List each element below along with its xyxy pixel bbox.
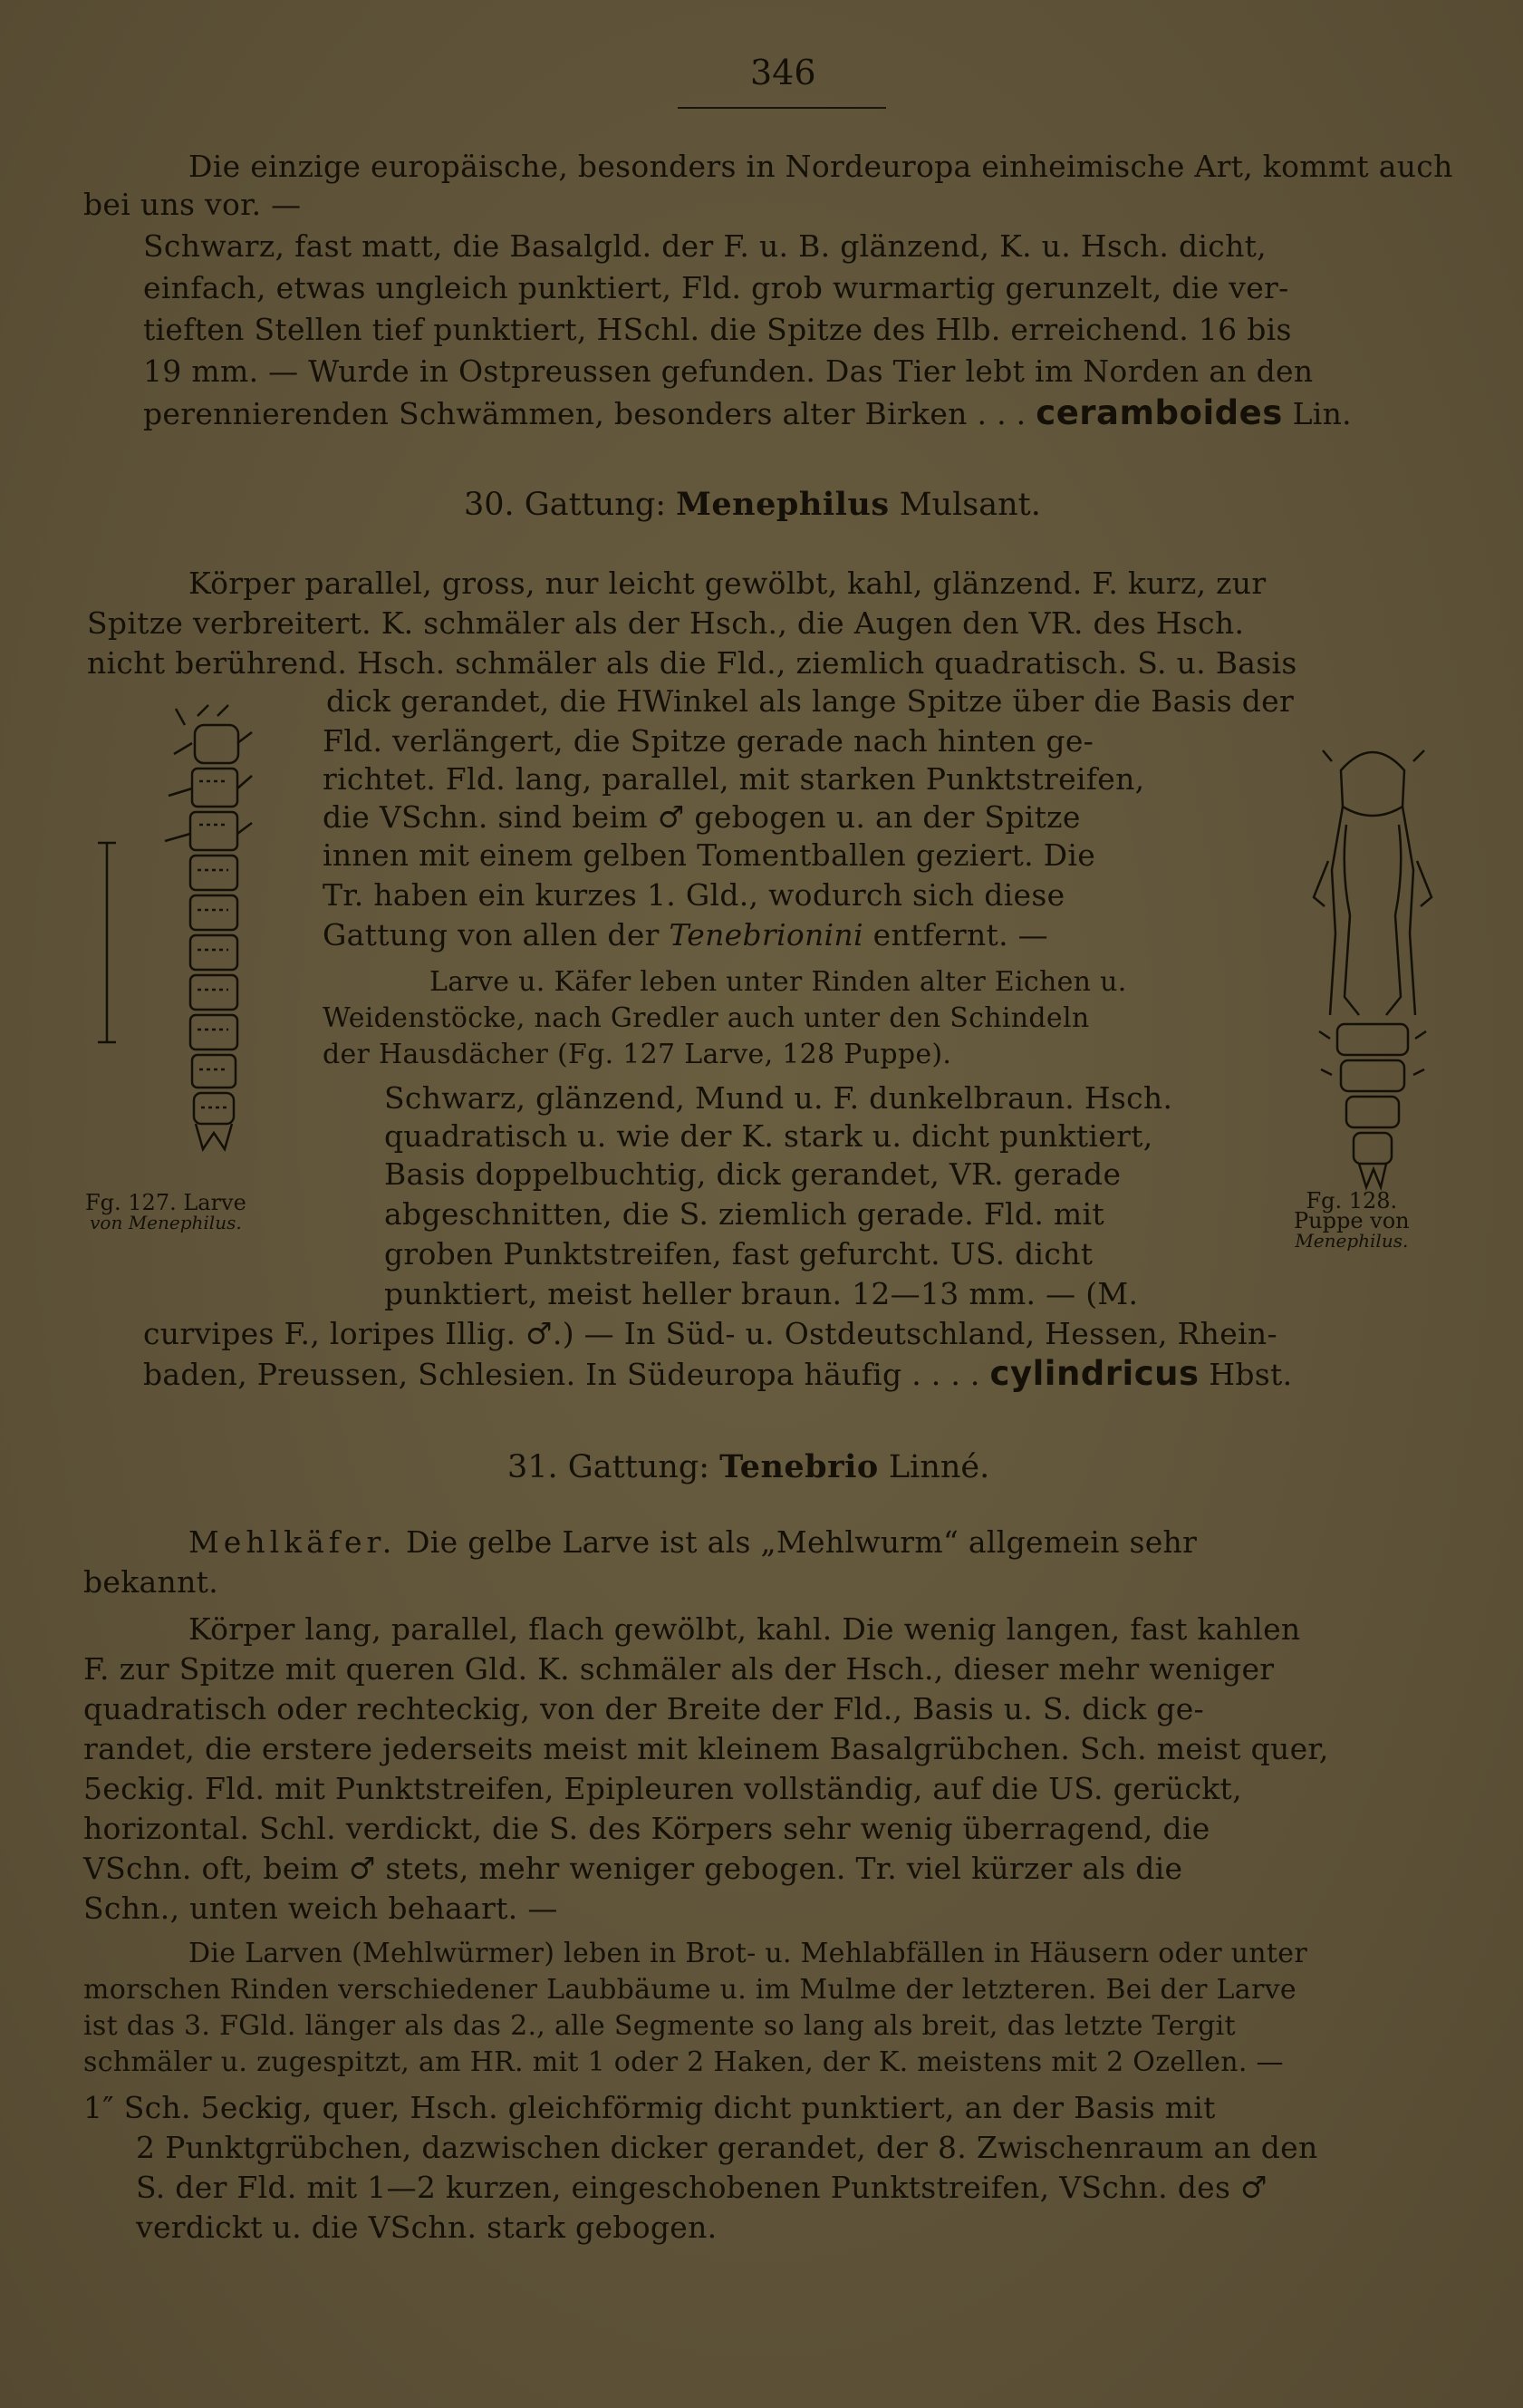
larvae31-line: schmäler u. zugespitzt, am HR. mit 1 oder 2 Haken, der K. meistens mit 2 Ozellen. — <box>83 2046 1284 2078</box>
genus31-number: 31. Gattung: <box>507 1449 710 1485</box>
genus30-number: 30. Gattung: <box>464 487 667 523</box>
species1-line: tieften Stellen tief punktiert, HSchl. die Spitze des Hlb. erreichend. 16 bis <box>143 312 1292 347</box>
pupa-figure <box>1296 743 1450 1196</box>
species2-last-line <box>143 1354 1292 1395</box>
intro-line: bei uns vor. — <box>83 187 302 222</box>
species1-line: 19 mm. — Wurde in Ostpreussen gefunden. Das Tier lebt im Norden an den <box>143 353 1314 389</box>
larvae31-line: Die Larven (Mehlwürmer) leben in Brot- u. Mehlabfällen in Häusern oder unter <box>188 1938 1307 1969</box>
species1-name: ceramboides <box>1036 393 1283 432</box>
genus30-line: Fld. verlängert, die Spitze gerade nach hinten ge- <box>323 723 1094 759</box>
genus31-author: Linné. <box>888 1449 990 1485</box>
genus31-line: Körper lang, parallel, flach gewölbt, kahl. Die wenig langen, fast kahlen <box>188 1611 1301 1647</box>
larvae31-line: ist das 3. FGld. länger als das 2., alle Segmente so lang als breit, das letzte Tergit <box>83 2010 1236 2042</box>
common-name: Mehlkäfer. <box>188 1524 397 1560</box>
fig127-caption <box>85 1190 246 1233</box>
fig128-caption <box>1294 1188 1410 1252</box>
species2-author: Hbst. <box>1209 1357 1293 1392</box>
species1-text: perennierenden Schwämmen, besonders alter Birken . . . <box>143 396 1027 431</box>
genus30-line: Körper parallel, gross, nur leicht gewölbt, kahl, glänzend. F. kurz, zur <box>188 566 1267 601</box>
genus31-line: VSchn. oft, beim ♂ stets, mehr weniger gebogen. Tr. viel kürzer als die <box>83 1851 1183 1886</box>
species2-line: Basis doppelbuchtig, dick gerandet, VR. gerade <box>384 1156 1122 1192</box>
genus30-line: nicht berührend. Hsch. schmäler als die Fld., ziemlich quadratisch. S. u. Basis <box>87 645 1297 681</box>
tene-italic: Tenebrionini <box>669 917 863 953</box>
genus31-name: Tenebrio <box>719 1448 879 1485</box>
genus30-line: die VSchn. sind beim ♂ gebogen u. an der Spitze <box>323 799 1081 835</box>
species2-line: groben Punktstreifen, fast gefurcht. US. dicht <box>384 1236 1094 1272</box>
genus31-heading <box>507 1448 989 1485</box>
fig128-label3: Menephilus. <box>1295 1230 1409 1252</box>
page-number-rule <box>678 107 886 109</box>
fig127-label: Fg. 127. Larve <box>85 1190 246 1215</box>
genus30-line: dick gerandet, die HWinkel als lange Spitze über die Basis der <box>326 683 1295 719</box>
genus30-line: Tr. haben ein kurzes 1. Gld., wodurch sich diese <box>323 877 1065 913</box>
genus31-line: quadratisch oder rechteckig, von der Breite der Fld., Basis u. S. dick ge- <box>83 1691 1205 1726</box>
key-line: verdickt u. die VSchn. stark gebogen. <box>136 2210 718 2245</box>
species2-synonym-line: curvipes F., loripes Illig. ♂.) — In Süd- u. Ostdeutschland, Hessen, Rhein- <box>143 1316 1277 1351</box>
genus31-intro-line2: bekannt. <box>83 1564 218 1600</box>
fig128-label2: Puppe von <box>1294 1208 1410 1233</box>
genus30-line: innen mit einem gelben Tomentballen geziert. Die <box>323 837 1096 873</box>
larva-note-line: Larve u. Käfer leben unter Rinden alter Eichen u. <box>429 966 1127 998</box>
intro-line: Die einzige europäische, besonders in Nordeuropa einheimische Art, kommt auch <box>188 149 1453 184</box>
genus31-line: randet, die erstere jederseits meist mit kleinem Basalgrübchen. Sch. meist quer, <box>83 1731 1329 1766</box>
species2-line: quadratisch u. wie der K. stark u. dicht punktiert, <box>384 1118 1153 1154</box>
species2-text: baden, Preussen, Schlesien. In Südeuropa häufig . . . . <box>143 1357 980 1392</box>
genus30-line: richtet. Fld. lang, parallel, mit starken Punktstreifen, <box>323 761 1145 797</box>
genus30-name: Menephilus <box>676 486 890 523</box>
genus31-line: 5eckig. Fld. mit Punktstreifen, Epipleuren vollständig, auf die US. gerückt, <box>83 1771 1242 1806</box>
species1-line: Schwarz, fast matt, die Basalgld. der F. u. B. glänzend, K. u. Hsch. dicht, <box>143 228 1267 264</box>
species2-line: abgeschnitten, die S. ziemlich gerade. Fld. mit <box>384 1196 1104 1232</box>
genus31-line: F. zur Spitze mit queren Gld. K. schmäler als der Hsch., dieser mehr weniger <box>83 1651 1275 1687</box>
genus30-author: Mulsant. <box>899 487 1041 523</box>
species2-line: punktiert, meist heller braun. 12—13 mm. — (M. <box>384 1276 1139 1311</box>
genus30-heading <box>464 486 1041 523</box>
larva-note-line: Weidenstöcke, nach Gredler auch unter den Schindeln <box>323 1002 1090 1034</box>
fig127-label2: von Menephilus. <box>90 1212 242 1233</box>
genus30-tene-line <box>323 915 1048 955</box>
species1-line: einfach, etwas ungleich punktiert, Fld. grob wurmartig gerunzelt, die ver- <box>143 270 1289 305</box>
genus31-line: Schn., unten weich behaart. — <box>83 1891 558 1926</box>
genus31-intro-rest: Die gelbe Larve ist als „Mehlwurm“ allgemein sehr <box>405 1524 1198 1560</box>
species2-line: Schwarz, glänzend, Mund u. F. dunkelbraun. Hsch. <box>384 1080 1173 1116</box>
species1-last-line <box>143 393 1352 434</box>
larva-figure <box>91 698 308 1160</box>
tene-pre: Gattung von allen der <box>323 917 660 953</box>
fig128-label: Fg. 128. <box>1306 1188 1398 1214</box>
tene-post: entfernt. — <box>872 917 1048 953</box>
species2-name: cylindricus <box>989 1354 1200 1393</box>
genus31-intro-line <box>188 1523 1197 1562</box>
page-number: 346 <box>750 53 816 92</box>
larva-note-line: der Hausdächer (Fg. 127 Larve, 128 Puppe). <box>323 1039 952 1070</box>
larvae31-line: morschen Rinden verschiedener Laubbäume u. im Mulme der letzteren. Bei der Larve <box>83 1974 1296 2006</box>
species1-author: Lin. <box>1292 396 1352 431</box>
key-line: S. der Fld. mit 1—2 kurzen, eingeschobenen Punktstreifen, VSchn. des ♂ <box>136 2170 1268 2205</box>
genus30-line: Spitze verbreitert. K. schmäler als der Hsch., die Augen den VR. des Hsch. <box>87 605 1245 641</box>
genus31-line: horizontal. Schl. verdickt, die S. des Körpers sehr wenig überragend, die <box>83 1811 1210 1846</box>
key-line: 1″ Sch. 5eckig, quer, Hsch. gleichförmig dicht punktiert, an der Basis mit <box>83 2090 1216 2125</box>
key-line: 2 Punktgrübchen, dazwischen dicker gerandet, der 8. Zwischenraum an den <box>136 2130 1318 2165</box>
